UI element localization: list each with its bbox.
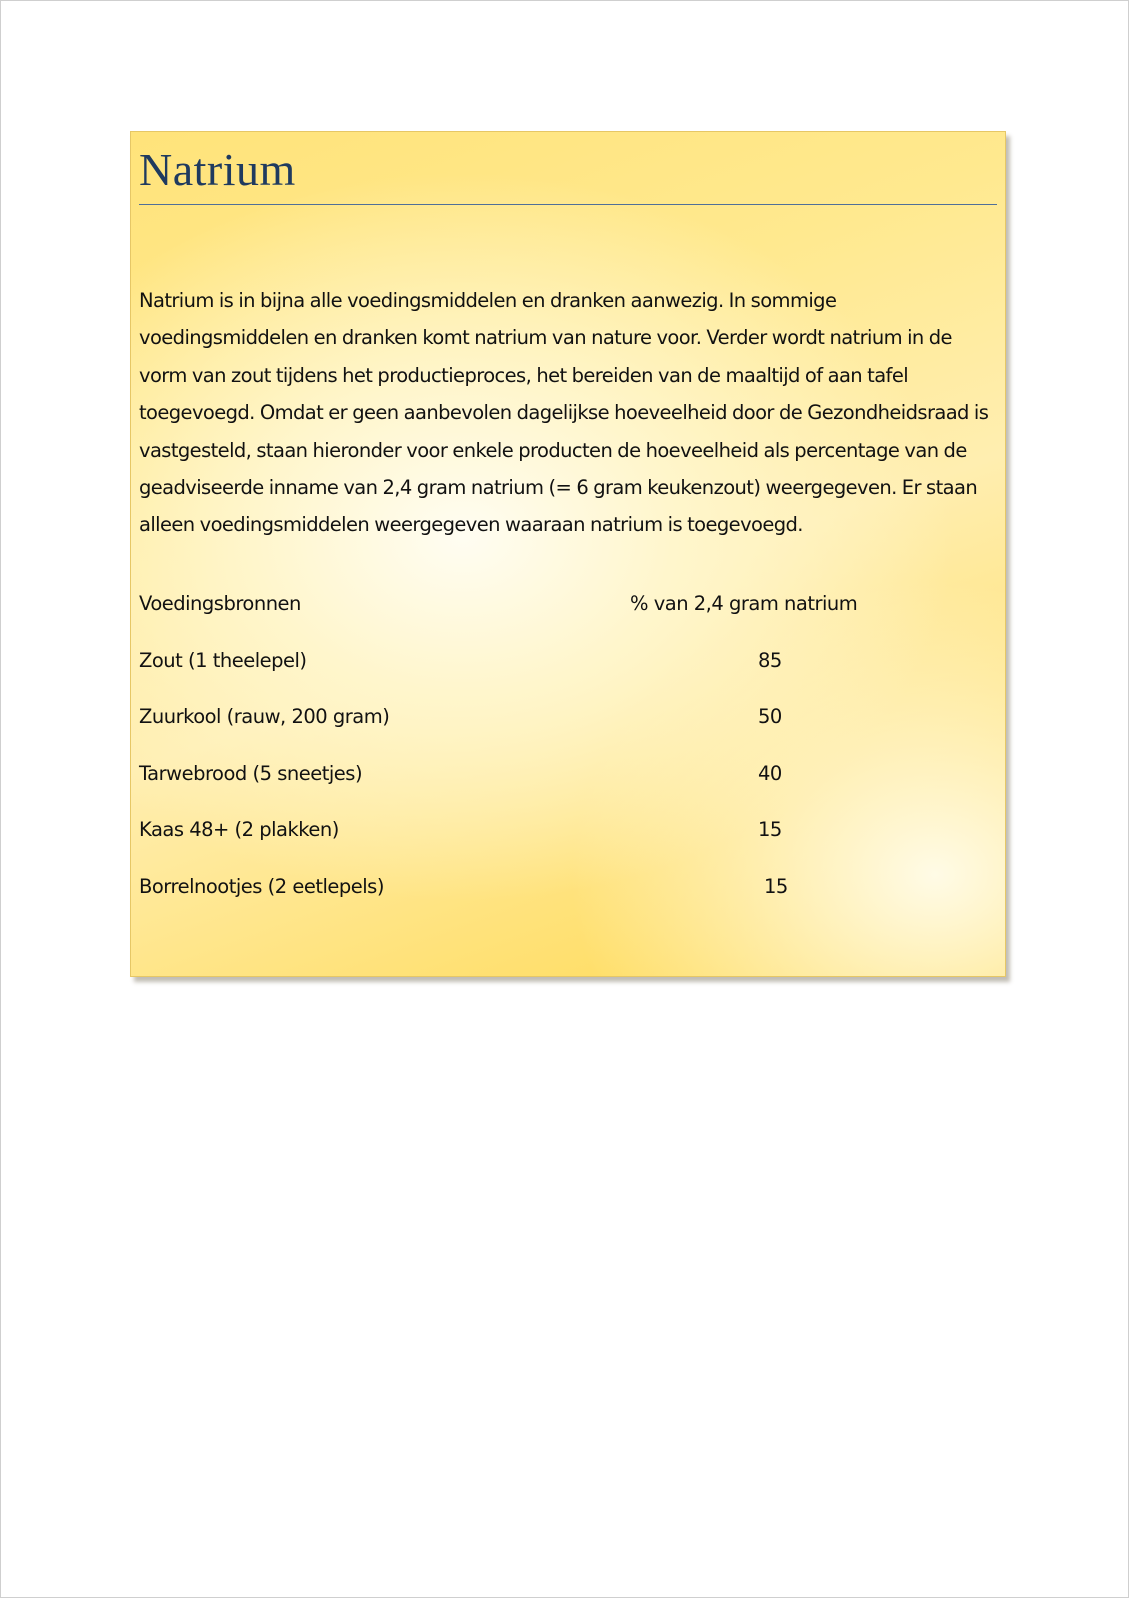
- row-name: Zuurkool (rauw, 200 gram): [139, 705, 390, 729]
- row-value: 15: [758, 818, 782, 842]
- header-percentage: % van 2,4 gram natrium: [630, 592, 858, 615]
- row-name: Kaas 48+ (2 plakken): [139, 818, 339, 842]
- row-value: 85: [758, 648, 782, 672]
- table-row: [139, 818, 999, 875]
- header-sources: Voedingsbronnen: [139, 592, 301, 615]
- table-row: [139, 762, 999, 819]
- document-title: Natrium: [139, 144, 296, 195]
- row-name: Zout (1 theelepel): [139, 648, 307, 672]
- row-value: 50: [758, 705, 782, 729]
- row-value: 15: [764, 874, 788, 898]
- table-row: [139, 649, 999, 706]
- info-card: [130, 131, 1006, 977]
- intro-paragraph: Natrium is in bijna alle voedingsmiddelen en dranken aanwezig. In sommige voedingsmiddelen en dranken komt natrium van nature voor. Verder wordt natrium in de vorm van zout tijdens het productieproces, het bereiden van de maaltijd of aan tafel toegevoegd. Omdat er geen aanbevolen dagelijkse hoeveelheid door de Gezondheidsraad is vastgesteld, staan hieronder voor enkele producten de hoeveelheid als percentage van de geadviseerde inname van 2,4 gram natrium (= 6 gram keukenzout) weergegeven. Er staan alleen voedingsmiddelen weergegeven waaraan natrium is toegevoegd.: [139, 289, 989, 537]
- table-row: [139, 705, 999, 762]
- title-underline: [139, 204, 997, 205]
- table-header-row: [139, 592, 999, 649]
- row-name: Borrelnootjes (2 eetlepels): [139, 874, 384, 898]
- row-name: Tarwebrood (5 sneetjes): [139, 761, 363, 785]
- row-value: 40: [758, 761, 782, 785]
- sodium-table: [139, 592, 999, 932]
- table-row: [139, 875, 999, 932]
